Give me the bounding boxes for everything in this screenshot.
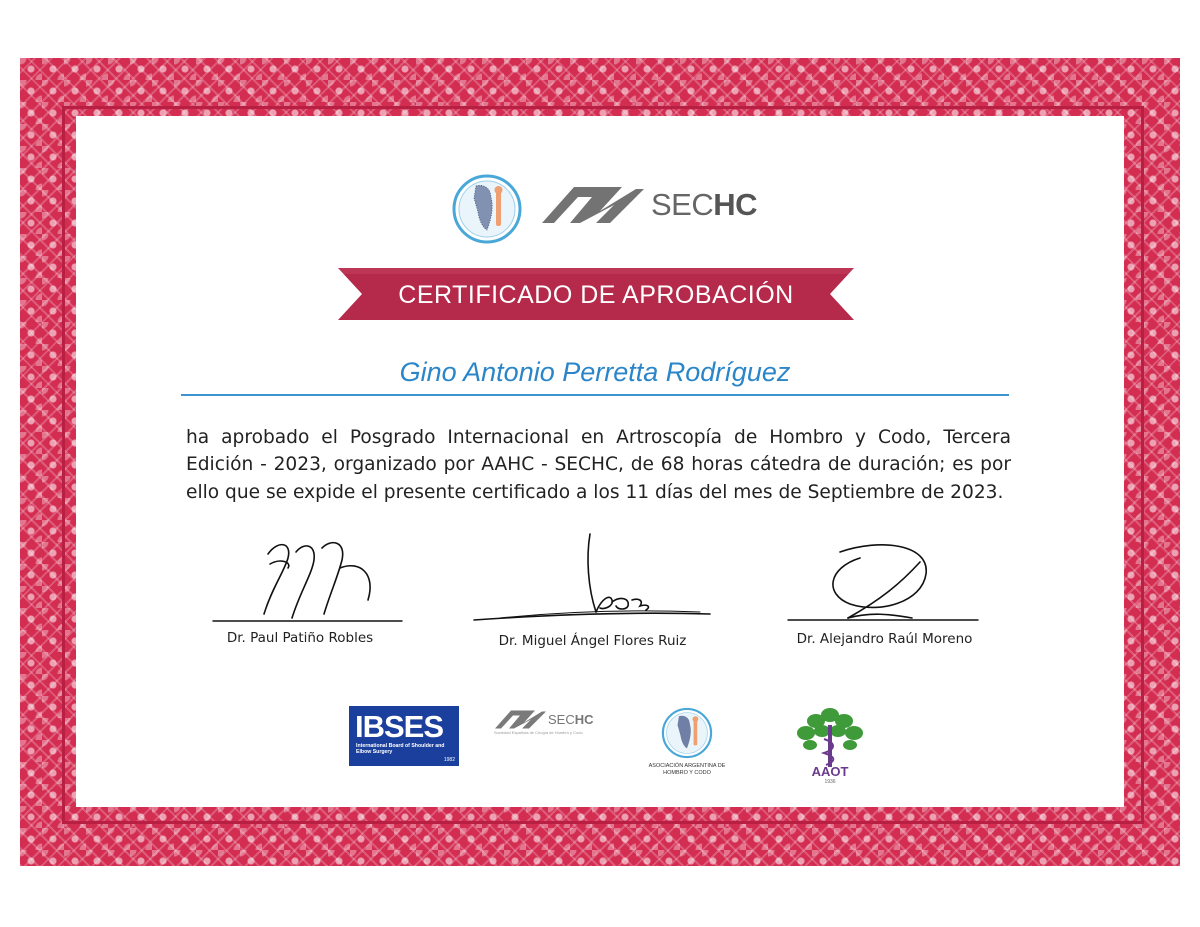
signatory-2-name: Dr. Miguel Ángel Flores Ruiz (498, 633, 687, 649)
name-underline (181, 394, 1009, 396)
sechc-small-logo-icon (494, 708, 548, 730)
ibses-logo-subtitle: International Board of Shoulder and Elbow Surgery (356, 743, 445, 755)
sechc-small-logo-tagline: Sociedad Española de Cirugía de Hombro y Codo (494, 730, 583, 735)
sechc-small-logo-text: SECHC (548, 712, 594, 727)
signature-3 (788, 545, 978, 620)
aahc-small-logo-icon (661, 706, 713, 760)
sechc-logo-icon (540, 183, 648, 225)
ibses-logo-word: IBSES (355, 709, 444, 744)
aaot-logo-year: 1936 (824, 779, 836, 785)
signature-graphics (200, 528, 1000, 632)
certificate-body (186, 424, 1011, 506)
signature-1 (213, 543, 402, 621)
aaot-tree-icon (796, 705, 864, 769)
recipient-name: Gino Antonio Perretta Rodríguez (399, 357, 791, 387)
certificate-body-text: ha aprobado el Posgrado Internacional en Artroscopía de Hombro y Codo, Tercera Edición - 2023, organizado por AAHC - SECHC, de 68 horas cátedra de duración; es por ello que se expide el presente certificado a los 11 días del mes de Septiembre de 2023. (186, 427, 1011, 503)
ibses-logo-year: 1982 (443, 757, 455, 763)
signature-2 (474, 534, 710, 620)
ibses-logo (349, 706, 459, 766)
aahc-logo-caption: ASOCIACIÓN ARGENTINA DE HOMBRO Y CODO (648, 763, 726, 776)
signatory-3-name: Dr. Alejandro Raúl Moreno (796, 631, 973, 647)
aahc-logo-icon (452, 172, 522, 246)
signatory-1-name: Dr. Paul Patiño Robles (226, 630, 374, 646)
sechc-logo-text: SECHC (651, 187, 758, 222)
aaot-logo-word: AAOT (811, 764, 849, 779)
certificate-title: CERTIFICADO DE APROBACIÓN (398, 281, 794, 309)
